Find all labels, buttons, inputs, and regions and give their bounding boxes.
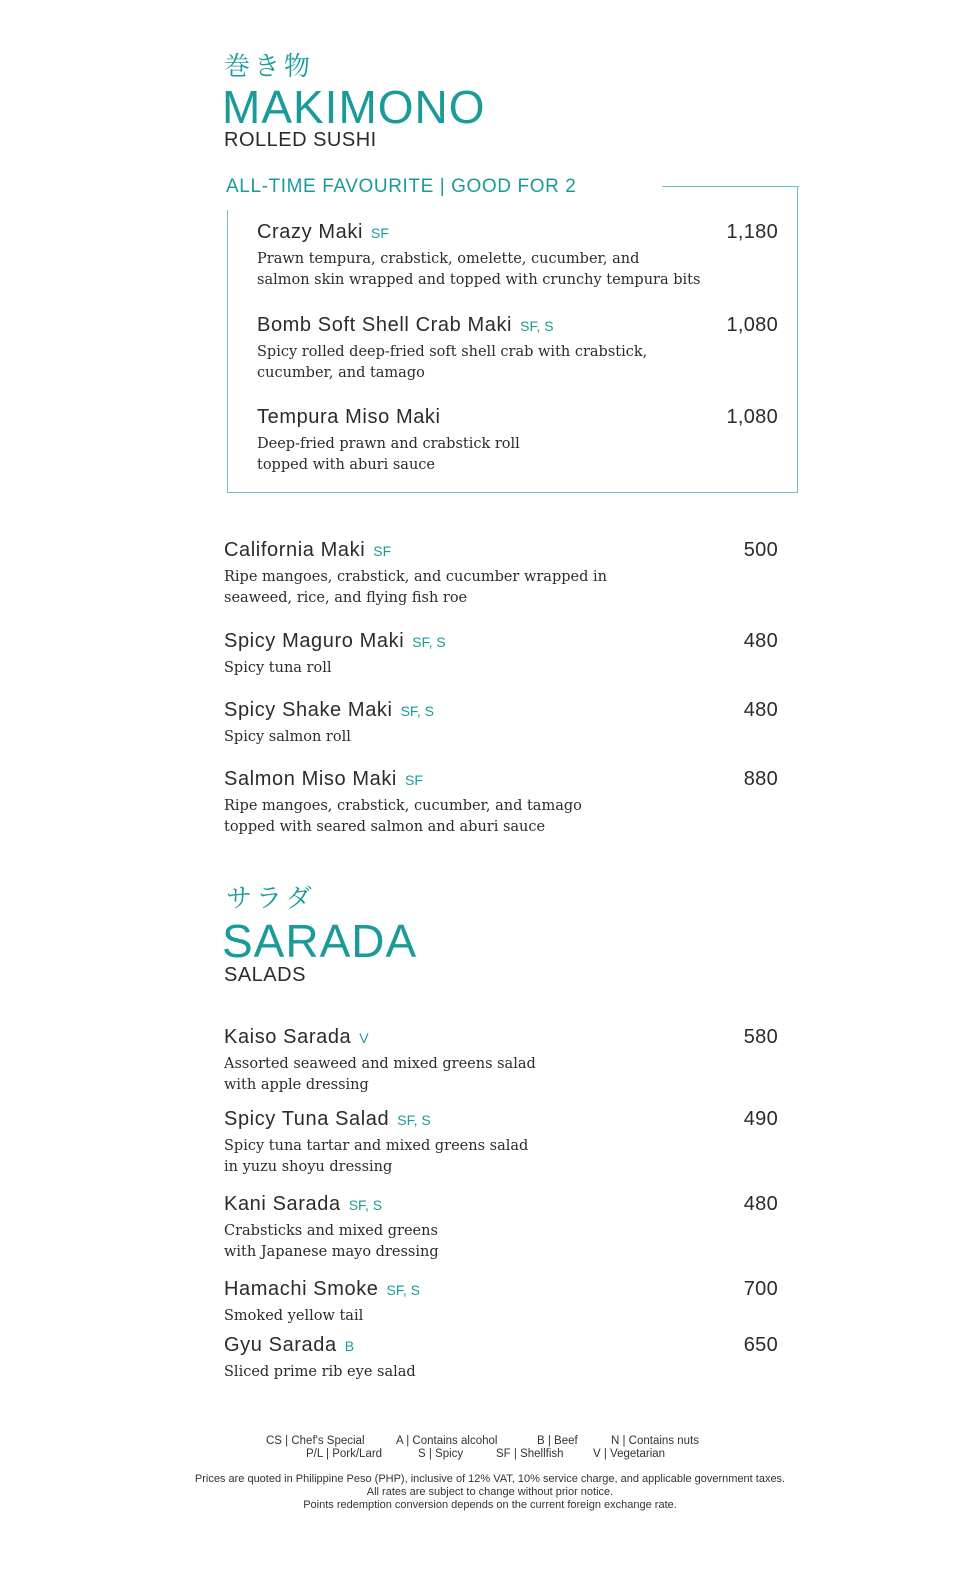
item-price: 700 [743, 1278, 778, 1300]
legend-entry: SF | Shellfish [496, 1448, 564, 1460]
item-description: Spicy tuna roll [224, 660, 332, 676]
sarada-title: SARADA [222, 915, 418, 967]
sarada-subtitle: SALADS [224, 964, 306, 986]
item-price: 490 [743, 1108, 778, 1130]
item-tag: SF, S [412, 634, 446, 650]
legend-entry: V | Vegetarian [593, 1448, 666, 1460]
makimono-subtitle: ROLLED SUSHI [224, 129, 377, 151]
legend-entry: S | Spicy [418, 1448, 464, 1460]
rates-note: All rates are subject to change without prior notice. [366, 1486, 614, 1498]
item-tag: SF, S [520, 318, 554, 334]
item-name: Kani Sarada [224, 1193, 341, 1215]
item-name: Hamachi Smoke [224, 1278, 379, 1300]
item-price: 480 [743, 699, 778, 721]
item-price: 480 [743, 1193, 778, 1215]
item-description: Ripe mangoes, crabstick, and cucumber wrapped in seaweed, rice, and flying fish roe [224, 569, 607, 606]
item-tag: SF, S [400, 703, 435, 719]
item-tag: SF, S [397, 1112, 431, 1128]
item-price: 1,080 [726, 314, 778, 336]
legend-entry: B | Beef [537, 1435, 578, 1447]
legend-entry: N | Contains nuts [611, 1435, 700, 1447]
item-description: Smoked yellow tail [224, 1308, 364, 1324]
item-price: 580 [743, 1026, 778, 1048]
item-price: 1,180 [726, 221, 778, 243]
item-description: Spicy tuna tartar and mixed greens salad in yuzu shoyu dressing [224, 1138, 529, 1175]
price-note: Prices are quoted in Philippine Peso (PHP), inclusive of 12% VAT, 10% service charge, and applicable government taxes. [194, 1473, 786, 1485]
item-name: Spicy Tuna Salad [224, 1108, 390, 1130]
item-price: 480 [743, 630, 778, 652]
item-name: California Maki [224, 539, 366, 561]
item-price: 880 [743, 768, 778, 790]
item-description: Ripe mangoes, crabstick, cucumber, and tamago topped with seared salmon and aburi sauce [224, 798, 582, 835]
item-name: Kaiso Sarada [224, 1026, 352, 1048]
points-note: Points redemption conversion depends on the current foreign exchange rate. [303, 1499, 677, 1511]
item-description: Assorted seaweed and mixed greens salad with apple dressing [224, 1056, 536, 1093]
item-price: 500 [743, 539, 778, 561]
item-description: Spicy salmon roll [224, 729, 351, 745]
item-name: Tempura Miso Maki [257, 406, 441, 428]
item-tag: B [344, 1338, 355, 1354]
item-tag: SF [371, 225, 389, 241]
item-name: Crazy Maki [257, 221, 364, 243]
favourite-heading: ALL-TIME FAVOURITE | GOOD FOR 2 [226, 176, 577, 197]
item-tag: SF, S [386, 1282, 420, 1298]
legend-entry: P/L | Pork/Lard [306, 1448, 383, 1460]
item-name: Salmon Miso Maki [224, 768, 397, 790]
item-description: Crabsticks and mixed greens with Japanese mayo dressing [224, 1223, 439, 1260]
item-name: Gyu Sarada [224, 1334, 337, 1356]
item-tag: SF, S [348, 1197, 383, 1213]
item-price: 650 [743, 1334, 778, 1356]
legend-entry: A | Contains alcohol [396, 1435, 498, 1447]
favourite-box-top-line [662, 186, 799, 187]
item-name: Bomb Soft Shell Crab Maki [257, 314, 513, 336]
item-name: Spicy Maguro Maki [224, 630, 405, 652]
item-description: Spicy rolled deep-fried soft shell crab with crabstick, cucumber, and tamago [257, 344, 648, 381]
makimono-title: MAKIMONO [222, 81, 486, 133]
item-tag: SF [404, 772, 423, 788]
item-name: Spicy Shake Maki [224, 699, 393, 721]
legend-entry: CS | Chef's Special [266, 1435, 365, 1447]
item-tag: V [359, 1030, 369, 1046]
item-description: Sliced prime rib eye salad [224, 1364, 416, 1380]
item-description: Deep-fried prawn and crabstick roll topped with aburi sauce [257, 436, 520, 473]
sarada-jp-title: サラダ [226, 884, 316, 914]
item-description: Prawn tempura, crabstick, omelette, cucumber, and salmon skin wrapped and topped with crunchy tempura bits [257, 251, 701, 288]
item-price: 1,080 [726, 406, 778, 428]
item-tag: SF [373, 543, 392, 559]
makimono-jp-title: 巻き物 [224, 52, 315, 82]
